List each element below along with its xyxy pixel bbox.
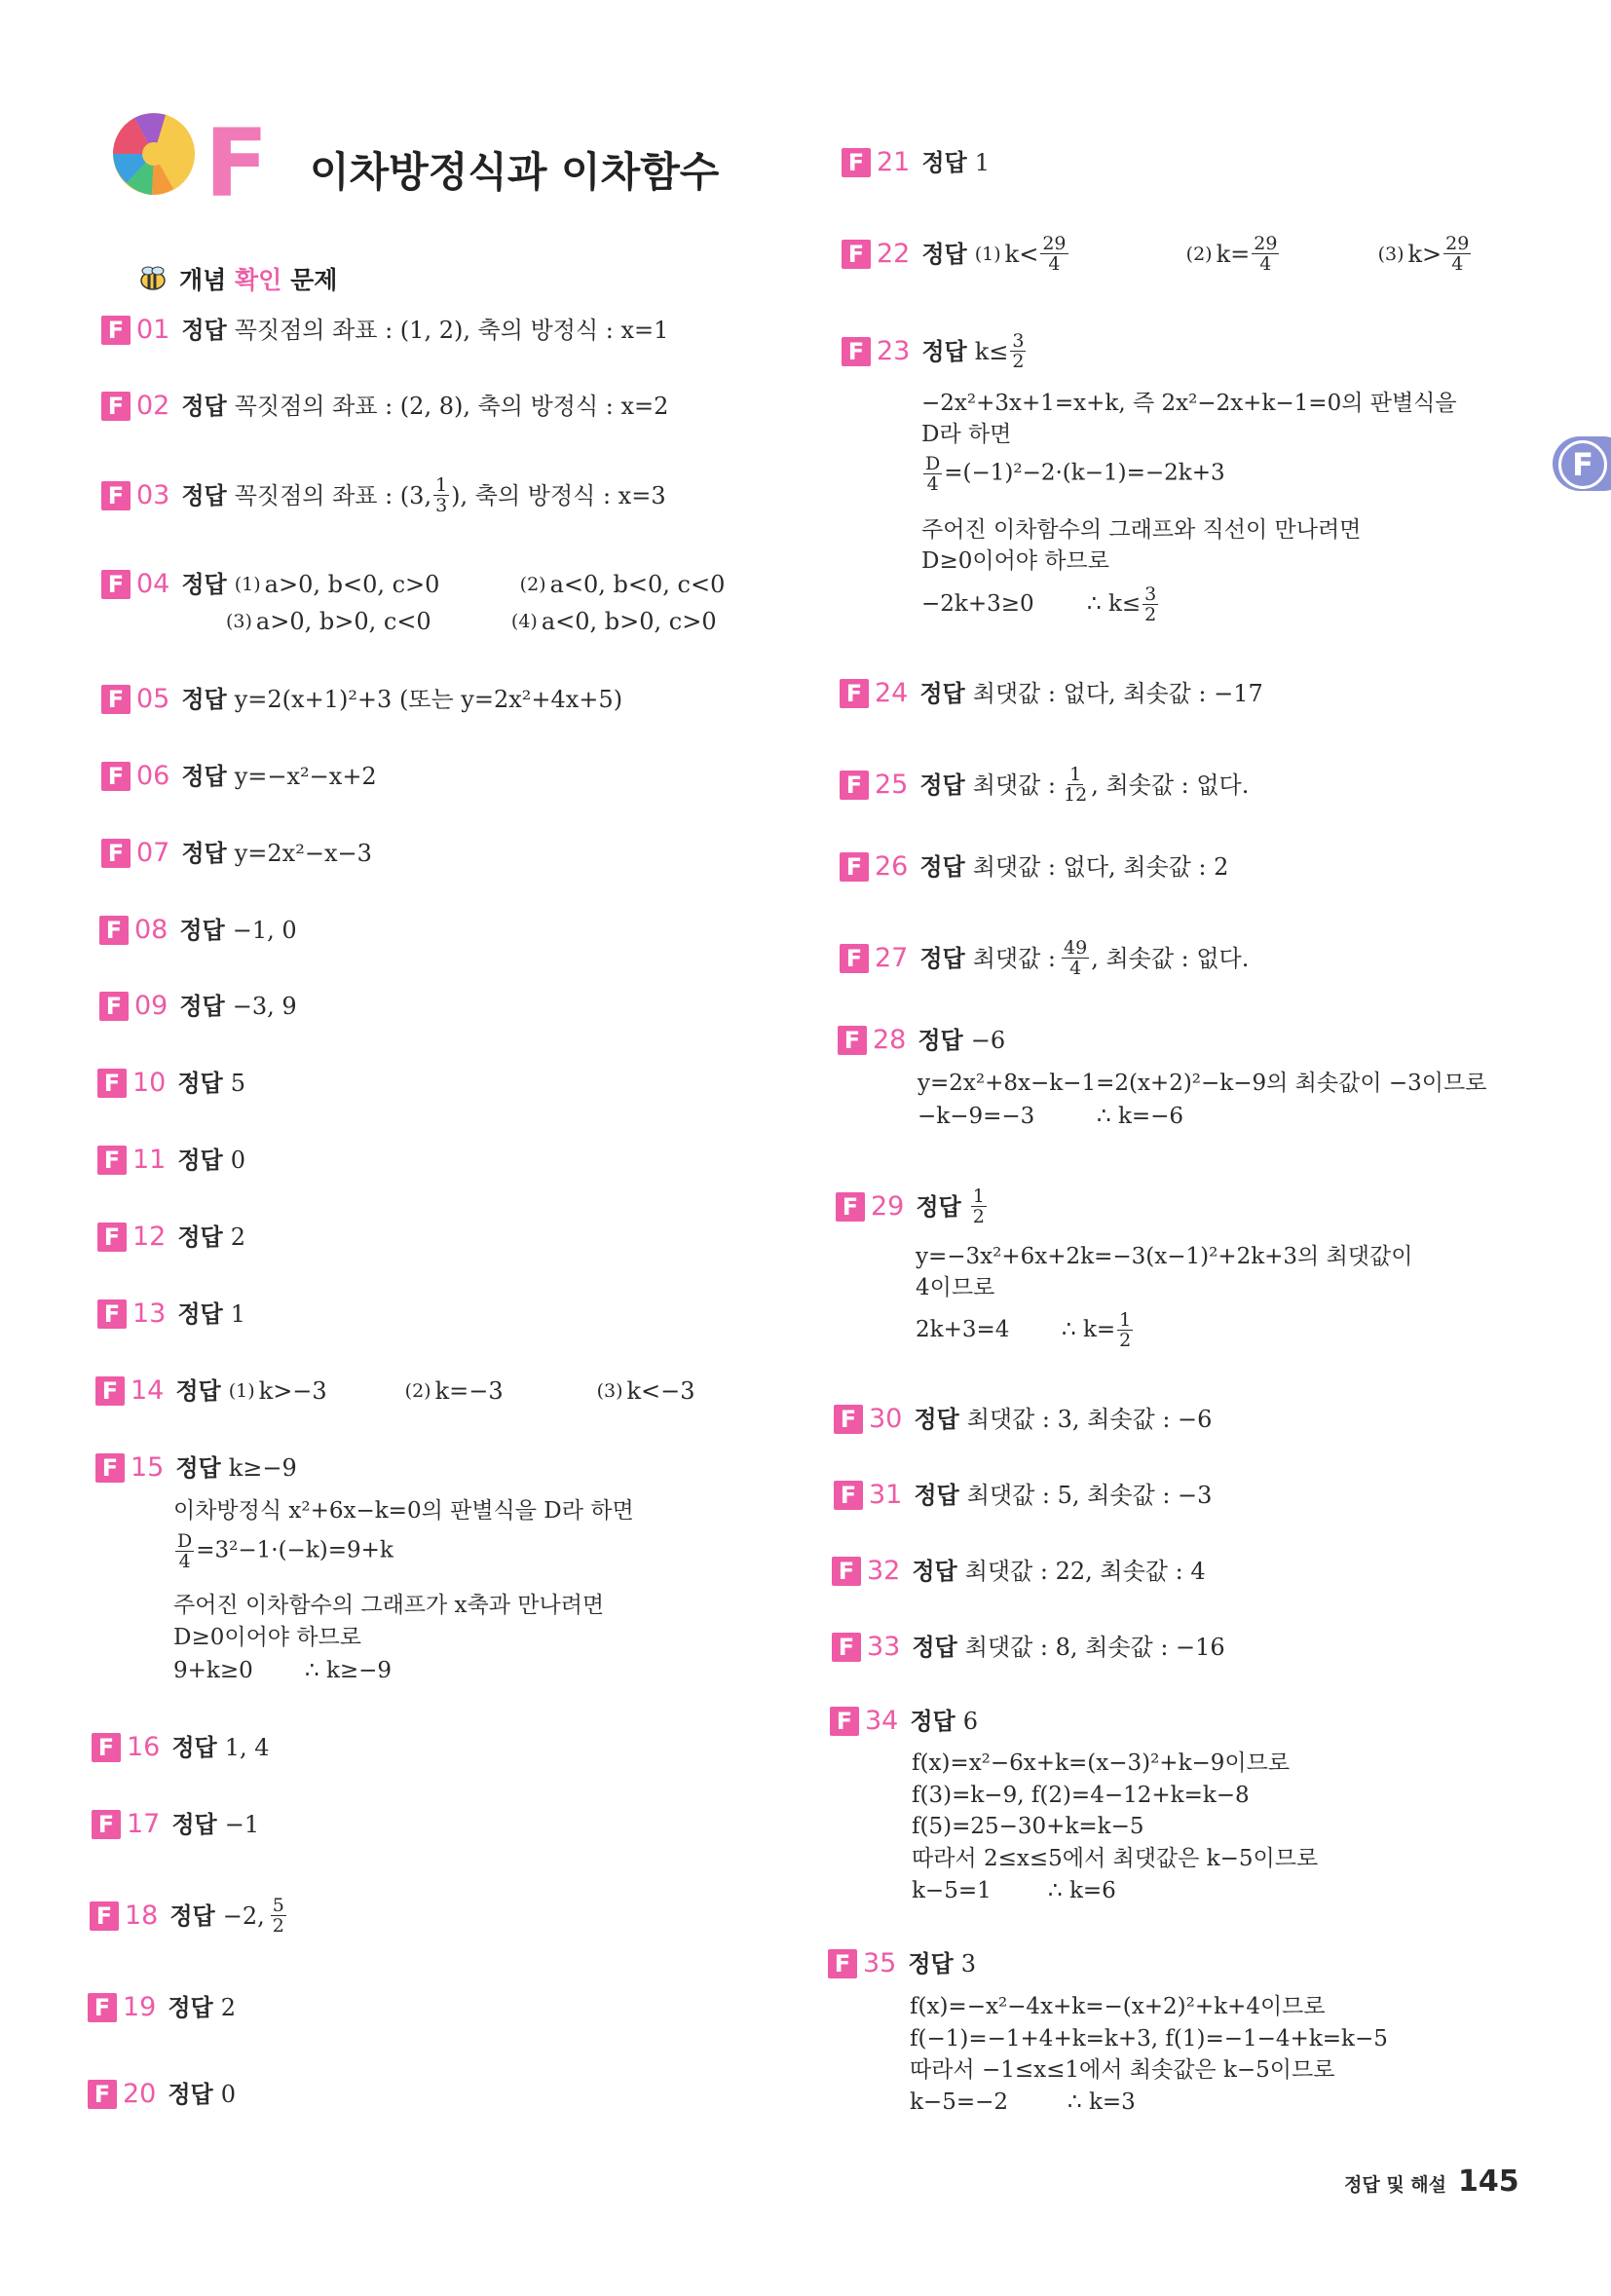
- item-number: 35: [863, 1948, 897, 1978]
- answer-label: 정답: [919, 680, 965, 707]
- subheading-word-3: 문제: [290, 266, 338, 294]
- item-number: 30: [869, 1404, 903, 1434]
- item-number: 18: [125, 1900, 159, 1931]
- answer-item: [95, 1375, 695, 1407]
- item-number: 20: [123, 2079, 157, 2109]
- answer-label: 정답: [919, 944, 965, 972]
- answer-text: 6: [962, 1708, 979, 1735]
- solution-line: k−5=1 ∴ k=6: [912, 1878, 1116, 1903]
- answer-text: 2: [220, 1994, 237, 2021]
- answer-text: 0: [230, 1147, 246, 1174]
- f-badge: F: [99, 992, 129, 1021]
- answer-text: y=2(x+1)²+3 (또는 y=2x²+4x+5): [234, 686, 623, 713]
- answer-label: 정답: [919, 853, 965, 881]
- answer-label: 정답: [912, 1634, 957, 1661]
- answer-text: , 최솟값 : 없다.: [1091, 944, 1250, 972]
- page-number: 145: [1458, 2164, 1519, 2199]
- solution-line: 주어진 이차함수의 그래프가 x축과 만나려면: [173, 1593, 605, 1618]
- answer-label: 정답: [181, 317, 227, 344]
- solution-line: f(5)=25−30+k=k−5: [912, 1814, 1144, 1839]
- answer-text: k> $\frac{29}{4}$: [1407, 233, 1470, 275]
- side-tab: [1553, 436, 1611, 491]
- f-badge: F: [101, 685, 131, 714]
- answer-item: [842, 147, 990, 178]
- pie-icon: [105, 105, 203, 203]
- solution-line: 따라서 2≤x≤5에서 최댓값은 k−5이므로: [912, 1846, 1319, 1871]
- part-label: (3): [596, 1380, 623, 1402]
- item-number: 06: [136, 761, 170, 791]
- part-label: (4): [510, 611, 538, 632]
- answer-text: 5: [230, 1070, 246, 1097]
- footer-label: 정답 및 해설: [1344, 2174, 1446, 2196]
- answer-text: 최댓값 : 8, 최솟값 : −16: [964, 1634, 1225, 1661]
- fraction: $\frac{1}{2}$: [972, 1186, 985, 1227]
- answer-label: 정답: [181, 481, 227, 509]
- f-badge: F: [97, 1146, 127, 1175]
- answer-text: 최댓값 : 22, 최솟값 : 4: [964, 1558, 1206, 1585]
- answer-label: 정답: [914, 1482, 959, 1509]
- item-number: 15: [131, 1452, 165, 1483]
- solution-line: f(−1)=−1+4+k=k+3, f(1)=−1−4+k=k−5: [910, 2026, 1388, 2051]
- item-number: 29: [871, 1190, 905, 1222]
- answer-text: y=−x²−x+2: [234, 763, 377, 790]
- answer-item: [101, 475, 666, 515]
- answer-item: [101, 569, 725, 600]
- answer-label: 정답: [181, 393, 227, 420]
- f-badge: F: [92, 1733, 121, 1762]
- item-number: 08: [134, 915, 169, 945]
- answer-item: [840, 765, 1249, 805]
- answer-label: 정답: [168, 2081, 213, 2108]
- answer-text: 최댓값 : 없다, 최솟값 : 2: [972, 853, 1229, 881]
- answer-text: a>0, b<0, c>0: [264, 571, 440, 598]
- answer-label: 정답: [921, 337, 967, 365]
- chapter-logo: [105, 105, 203, 203]
- answer-item: [95, 1452, 297, 1484]
- answer-item: [840, 851, 1228, 883]
- answer-text: −1: [224, 1811, 260, 1838]
- answer-item: [99, 915, 297, 946]
- answer-item: [90, 1896, 288, 1936]
- answer-label: 정답: [910, 1708, 955, 1735]
- answer-label: 정답: [171, 1734, 217, 1761]
- f-badge: F: [95, 1453, 125, 1483]
- solution-line: 주어진 이차함수의 그래프와 직선이 만나려면: [921, 517, 1362, 543]
- answer-item: [97, 1068, 245, 1099]
- f-badge: F: [101, 839, 131, 868]
- answer-label: 정답: [179, 917, 225, 944]
- answer-item: [834, 1404, 1212, 1435]
- f-badge: F: [101, 570, 131, 599]
- answer-text: −1, 0: [232, 917, 297, 944]
- item-number: 27: [875, 942, 909, 973]
- f-badge: F: [830, 1707, 859, 1736]
- f-badge: F: [838, 1026, 867, 1055]
- chapter-letter: F: [205, 109, 269, 218]
- item-number: 24: [875, 678, 909, 708]
- solution-line: 이차방정식 x²+6x−k=0의 판별식을 D라 하면: [173, 1498, 634, 1524]
- answer-label: 정답: [919, 771, 965, 799]
- answer-text: −6: [970, 1027, 1006, 1054]
- part-label: (1): [974, 243, 1001, 265]
- subheading-word-2: 확인: [235, 266, 282, 294]
- fraction: $\frac{1}{3}$: [435, 474, 448, 516]
- item-number: 25: [875, 769, 909, 800]
- subheading: [136, 261, 337, 296]
- f-badge: F: [840, 771, 869, 800]
- f-badge: F: [97, 1299, 127, 1329]
- item-number: 12: [132, 1222, 167, 1252]
- answer-item: [838, 1025, 1005, 1056]
- answer-text: a<0, b>0, c>0: [541, 608, 717, 635]
- answer-text: 최댓값 : 3, 최솟값 : −6: [966, 1406, 1213, 1433]
- solution-line: $\frac{D}{4}$ =(−1)²−2·(k−1)=−2k+3: [925, 453, 1225, 495]
- item-number: 13: [132, 1299, 167, 1329]
- solution-line: −2x²+3x+1=x+k, 즉 2x²−2x+k−1=0의 판별식을: [921, 391, 1457, 416]
- item-number: 14: [131, 1375, 165, 1406]
- fraction: $\frac{5}{2}$: [272, 1895, 284, 1937]
- fraction: $\frac{3}{2}$: [1144, 583, 1157, 625]
- answer-text: k≥−9: [228, 1454, 297, 1482]
- item-number: 16: [127, 1732, 161, 1762]
- solution-line: 따라서 −1≤x≤1에서 최솟값은 k−5이므로: [910, 2057, 1335, 2083]
- f-badge: F: [842, 148, 871, 177]
- f-badge: F: [832, 1633, 861, 1662]
- page-footer: [1344, 2164, 1519, 2199]
- answer-text: 1, 4: [224, 1734, 270, 1761]
- f-badge: F: [840, 679, 869, 708]
- part-label: (2): [404, 1380, 431, 1402]
- answer-label: 정답: [918, 1027, 963, 1054]
- item-number: 28: [873, 1025, 907, 1055]
- item-number: 02: [136, 391, 170, 421]
- f-badge: F: [840, 852, 869, 882]
- answer-text: a>0, b>0, c<0: [255, 608, 431, 635]
- f-badge: F: [832, 1557, 861, 1586]
- solution-line: $\frac{D}{4}$ =3²−1·(−k)=9+k: [177, 1530, 393, 1572]
- answer-item: [97, 1222, 245, 1253]
- answer-item: [101, 315, 668, 346]
- f-badge: F: [840, 944, 869, 973]
- chapter-title: 이차방정식과 이차함수: [310, 148, 720, 196]
- answer-label: 정답: [181, 763, 227, 790]
- answer-text: k=−3: [434, 1377, 504, 1405]
- answer-item: [97, 1299, 245, 1330]
- answer-label: 정답: [912, 1558, 957, 1585]
- answer-label: 정답: [914, 1406, 959, 1433]
- solution-line: D라 하면: [921, 422, 1012, 447]
- f-badge: F: [92, 1810, 121, 1839]
- item-number: 32: [867, 1556, 901, 1586]
- answer-text: y=2x²−x−3: [234, 840, 372, 867]
- f-badge: F: [88, 2080, 117, 2109]
- answer-label: 정답: [171, 1811, 217, 1838]
- item-number: 11: [132, 1145, 167, 1175]
- solution-line: f(x)=x²−6x+k=(x−3)²+k−9이므로: [912, 1750, 1291, 1776]
- fraction: $\frac{1}{2}$: [1119, 1309, 1132, 1351]
- item-number: 03: [136, 479, 170, 510]
- solution-line: −2k+3≥0 ∴ k≤ $\frac{3}{2}$: [921, 583, 1157, 625]
- answer-text: k< $\frac{29}{4}$: [1004, 233, 1067, 275]
- f-badge: F: [101, 762, 131, 791]
- solution-line: y=−3x²+6x+2k=−3(x−1)²+2k+3의 최댓값이: [916, 1244, 1413, 1269]
- answer-label: 정답: [916, 1192, 961, 1221]
- f-badge: F: [97, 1069, 127, 1098]
- answer-item: [88, 2079, 236, 2110]
- item-number: 26: [875, 851, 909, 882]
- item-number: 10: [132, 1068, 167, 1098]
- f-badge: F: [97, 1223, 127, 1252]
- item-number: 33: [867, 1632, 901, 1662]
- solution-line: 2k+3=4 ∴ k= $\frac{1}{2}$: [916, 1309, 1132, 1351]
- answer-item: [828, 1948, 976, 1979]
- answer-text: 2: [230, 1223, 246, 1251]
- f-badge: F: [834, 1481, 863, 1510]
- answer-label: 정답: [175, 1377, 221, 1405]
- answer-item: [88, 1992, 236, 2023]
- solution-line: y=2x²+8x−k−1=2(x+2)²−k−9의 최솟값이 −3이므로: [918, 1071, 1487, 1096]
- answer-item: [92, 1732, 270, 1763]
- fraction: $\frac{3}{2}$: [1012, 330, 1025, 372]
- f-badge: F: [90, 1901, 119, 1931]
- answer-label: 정답: [179, 993, 225, 1020]
- answer-text: k= $\frac{29}{4}$: [1216, 233, 1278, 275]
- answer-label: 정답: [908, 1950, 954, 1977]
- answer-item: [101, 761, 377, 792]
- answer-text: 꼭짓점의 좌표 : (3,: [234, 481, 432, 509]
- answer-text: 최댓값 : 없다, 최솟값 : −17: [972, 680, 1263, 707]
- answer-text: −3, 9: [232, 993, 297, 1020]
- answer-label: 정답: [168, 1994, 213, 2021]
- solution-line: −k−9=−3 ∴ k=−6: [918, 1104, 1184, 1129]
- item-number: 01: [136, 315, 170, 345]
- solution-line: D≥0이어야 하므로: [173, 1625, 361, 1650]
- bee-icon: [136, 266, 169, 291]
- answer-text: 1: [974, 149, 991, 176]
- answer-item: [832, 1632, 1225, 1663]
- f-badge: F: [101, 316, 131, 345]
- answer-text: k>−3: [258, 1377, 327, 1405]
- part-label: (1): [234, 574, 261, 595]
- part-label: (3): [1377, 243, 1405, 265]
- answer-item: [92, 1809, 259, 1840]
- answer-label: 정답: [175, 1454, 221, 1482]
- solution-line: D≥0이어야 하므로: [921, 548, 1109, 574]
- answer-text: 1: [230, 1300, 246, 1328]
- solution-line: f(3)=k−9, f(2)=4−12+k=k−8: [912, 1783, 1250, 1808]
- answer-item: [97, 1145, 245, 1176]
- item-number: 17: [127, 1809, 161, 1839]
- answer-item: [830, 1706, 978, 1737]
- answer-label: 정답: [177, 1147, 223, 1174]
- answer-item: [99, 991, 297, 1022]
- answer-text: 3: [960, 1950, 977, 1977]
- answer-label: 정답: [177, 1300, 223, 1328]
- f-badge: F: [88, 1993, 117, 2022]
- solution-line: k−5=−2 ∴ k=3: [910, 2089, 1136, 2115]
- answer-item: [832, 1556, 1206, 1587]
- answer-label: 정답: [169, 1901, 215, 1930]
- f-badge: F: [836, 1192, 865, 1222]
- answer-item: [842, 331, 1028, 371]
- f-badge: F: [842, 337, 871, 366]
- answer-text: 꼭짓점의 좌표 : (1, 2), 축의 방정식 : x=1: [234, 317, 669, 344]
- solution-line: 9+k≥0 ∴ k≥−9: [173, 1658, 393, 1683]
- f-badge: F: [101, 481, 131, 510]
- subheading-word-1: 개념: [179, 266, 227, 294]
- solution-line: f(x)=−x²−4x+k=−(x+2)²+k+4이므로: [910, 1994, 1326, 2019]
- answer-text: k<−3: [626, 1377, 695, 1405]
- item-number: 09: [134, 991, 169, 1021]
- answer-item-continued: [226, 606, 717, 637]
- answer-label: 정답: [921, 240, 967, 268]
- f-badge: F: [95, 1376, 125, 1406]
- item-number: 22: [877, 238, 911, 269]
- part-label: (1): [228, 1380, 255, 1402]
- answer-item: [836, 1186, 989, 1226]
- answer-label: 정답: [181, 571, 227, 598]
- f-badge: F: [834, 1405, 863, 1434]
- f-badge: F: [99, 916, 129, 945]
- side-tab-letter: F: [1558, 440, 1607, 489]
- answer-item: [101, 838, 372, 869]
- item-number: 21: [877, 147, 911, 177]
- item-number: 31: [869, 1480, 903, 1510]
- answer-label: 정답: [181, 686, 227, 713]
- answer-item: [840, 678, 1263, 709]
- f-badge: F: [842, 240, 871, 269]
- fraction: $\frac{49}{4}$: [1064, 937, 1088, 979]
- item-number: 19: [123, 1992, 157, 2022]
- item-number: 04: [136, 569, 170, 599]
- fraction: $\frac{D}{4}$: [925, 453, 941, 495]
- answer-text: k≤: [974, 337, 1009, 365]
- answer-item: [840, 938, 1249, 978]
- answer-item: [834, 1480, 1212, 1511]
- answer-text: 꼭짓점의 좌표 : (2, 8), 축의 방정식 : x=2: [234, 393, 669, 420]
- answer-label: 정답: [181, 840, 227, 867]
- part-label: (2): [1185, 243, 1213, 265]
- answer-item: [842, 234, 1473, 274]
- part-label: (3): [226, 611, 252, 632]
- answer-text: a<0, b<0, c<0: [549, 571, 726, 598]
- answer-item: [101, 684, 622, 715]
- answer-label: 정답: [177, 1223, 223, 1251]
- item-number: 07: [136, 838, 170, 868]
- answer-text: 최댓값 : 5, 최솟값 : −3: [966, 1482, 1213, 1509]
- item-number: 23: [877, 335, 911, 366]
- answer-text: 최댓값 :: [972, 944, 1057, 972]
- f-badge: F: [828, 1949, 857, 1978]
- fraction: $\frac{1}{12}$: [1064, 764, 1088, 806]
- answer-label: 정답: [921, 149, 967, 176]
- fraction: $\frac{D}{4}$: [177, 1530, 193, 1572]
- item-number: 05: [136, 684, 170, 714]
- answer-text: ), 축의 방정식 : x=3: [451, 481, 666, 509]
- f-badge: F: [101, 392, 131, 421]
- answer-text: , 최솟값 : 없다.: [1091, 771, 1250, 799]
- answer-item: [101, 391, 668, 422]
- answer-label: 정답: [177, 1070, 223, 1097]
- item-number: 34: [865, 1706, 899, 1736]
- answer-text: 0: [220, 2081, 237, 2108]
- answer-text: 최댓값 :: [972, 771, 1057, 799]
- part-label: (2): [519, 574, 546, 595]
- answer-text: −2,: [222, 1901, 265, 1930]
- solution-line: 4이므로: [916, 1275, 995, 1300]
